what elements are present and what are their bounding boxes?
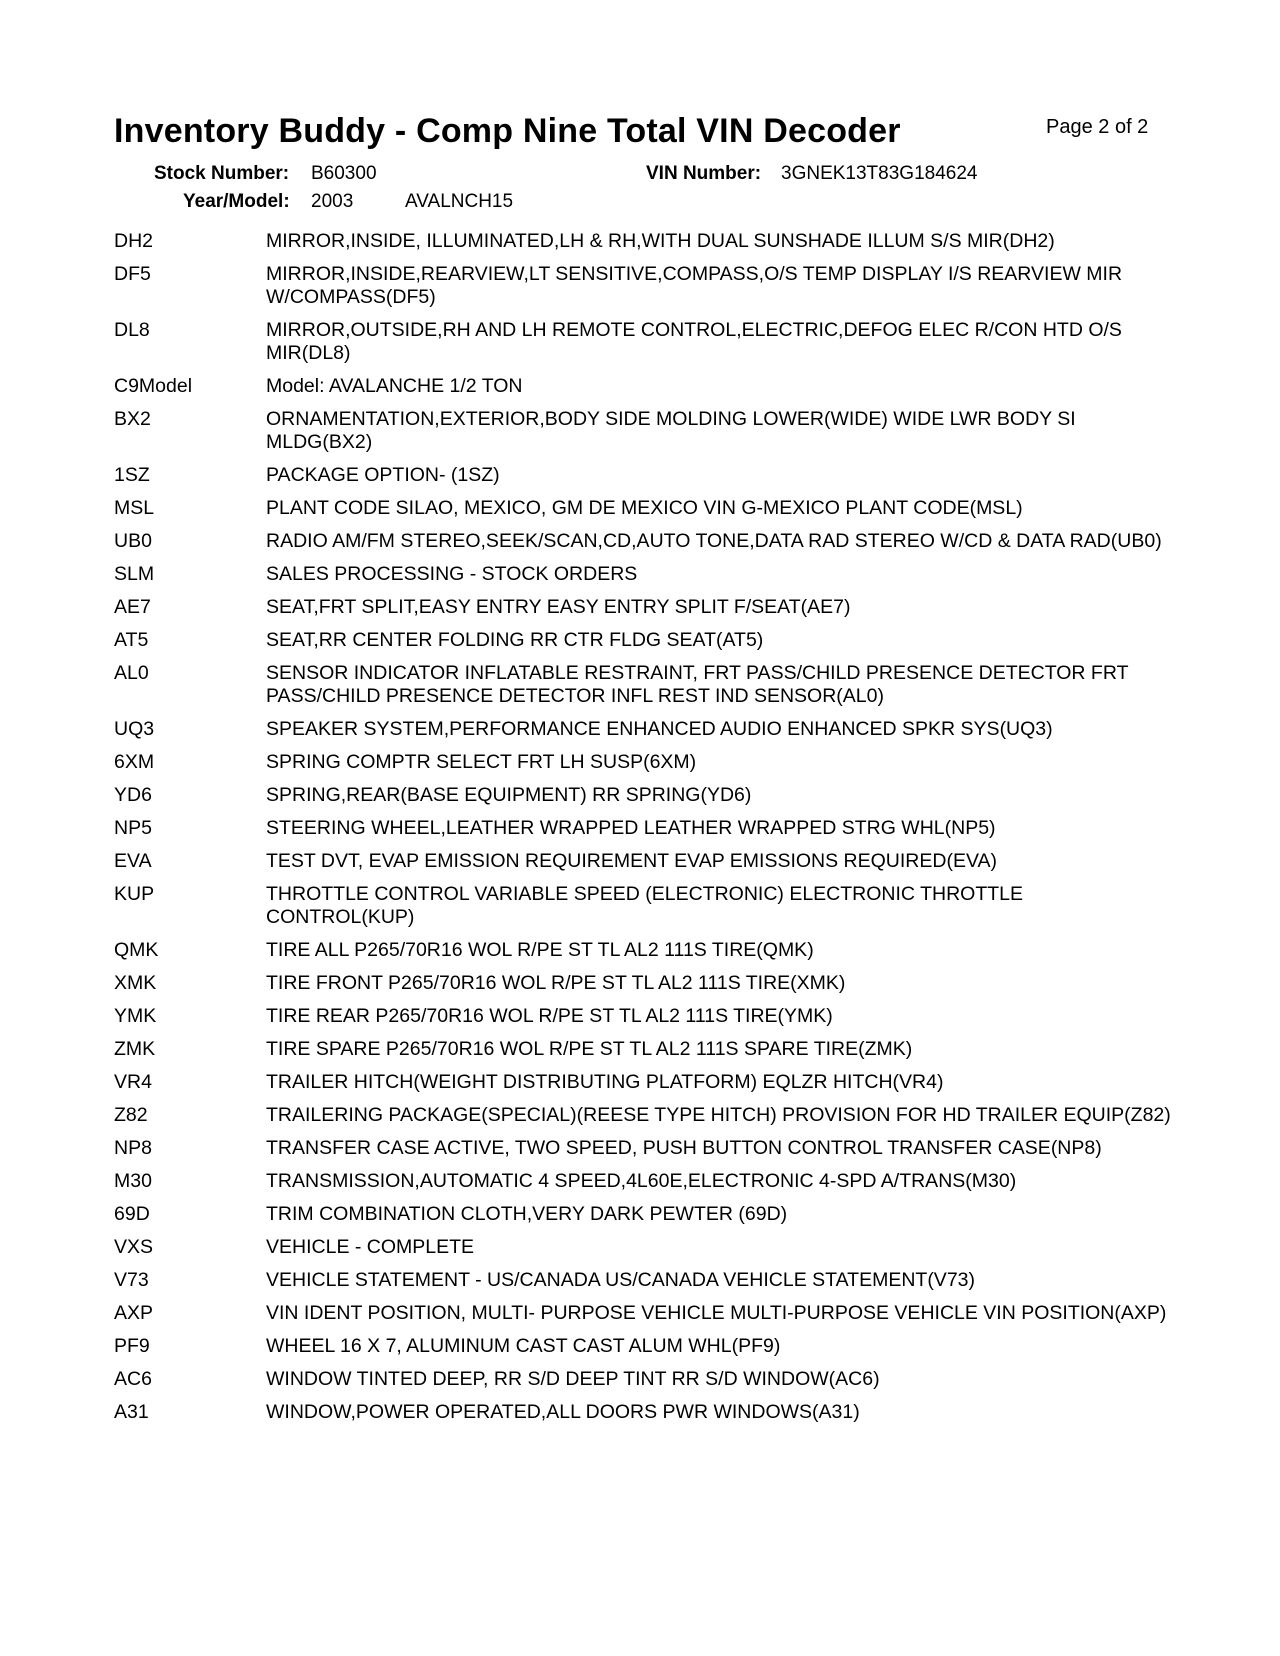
option-description: SEAT,RR CENTER FOLDING RR CTR FLDG SEAT(AT5) — [266, 629, 764, 651]
option-row — [114, 408, 1174, 454]
year-value: 2003 — [311, 191, 354, 212]
option-description: MIRROR,INSIDE,REARVIEW,LT SENSITIVE,COMPASS,O/S TEMP DISPLAY I/S REARVIEW MIR W/COMPASS(DF5) — [266, 263, 1123, 308]
option-description: TRAILERING PACKAGE(SPECIAL)(REESE TYPE HITCH) PROVISION FOR HD TRAILER EQUIP(Z82) — [266, 1104, 1171, 1126]
option-row — [114, 497, 1174, 520]
option-row — [114, 629, 1174, 652]
option-description: VEHICLE - COMPLETE — [266, 1236, 475, 1258]
option-description: SALES PROCESSING - STOCK ORDERS — [266, 563, 638, 585]
option-description: VIN IDENT POSITION, MULTI- PURPOSE VEHICLE MULTI-PURPOSE VEHICLE VIN POSITION(AXP) — [266, 1302, 1167, 1324]
option-row — [114, 563, 1174, 586]
option-code: AC6 — [114, 1368, 152, 1390]
vin-number-value: 3GNEK13T83G184624 — [781, 163, 978, 184]
option-row — [114, 1170, 1174, 1193]
option-code: BX2 — [114, 408, 151, 430]
page-title: Inventory Buddy - Comp Nine Total VIN Decoder — [114, 112, 901, 150]
option-code: DF5 — [114, 263, 151, 285]
option-description: RADIO AM/FM STEREO,SEEK/SCAN,CD,AUTO TONE,DATA RAD STEREO W/CD & DATA RAD(UB0) — [266, 530, 1162, 552]
option-description: TRAILER HITCH(WEIGHT DISTRIBUTING PLATFORM) EQLZR HITCH(VR4) — [266, 1071, 944, 1093]
option-code: NP5 — [114, 817, 152, 839]
option-description: TEST DVT, EVAP EMISSION REQUIREMENT EVAP EMISSIONS REQUIRED(EVA) — [266, 850, 998, 872]
option-code: MSL — [114, 497, 155, 519]
option-description: TIRE FRONT P265/70R16 WOL R/PE ST TL AL2 111S TIRE(XMK) — [266, 972, 846, 994]
option-row — [114, 751, 1174, 774]
option-code: SLM — [114, 563, 155, 585]
option-description: SPRING,REAR(BASE EQUIPMENT) RR SPRING(YD6) — [266, 784, 752, 806]
option-description: SPRING COMPTR SELECT FRT LH SUSP(6XM) — [266, 751, 697, 773]
option-row — [114, 1368, 1174, 1391]
option-code: DL8 — [114, 319, 150, 341]
option-code: NP8 — [114, 1137, 152, 1159]
option-code: AXP — [114, 1302, 154, 1324]
option-description: WINDOW,POWER OPERATED,ALL DOORS PWR WINDOWS(A31) — [266, 1401, 860, 1423]
option-row — [114, 530, 1174, 553]
option-code: AL0 — [114, 662, 149, 684]
option-description: THROTTLE CONTROL VARIABLE SPEED (ELECTRONIC) ELECTRONIC THROTTLE CONTROL(KUP) — [266, 883, 1023, 928]
option-description: TRANSFER CASE ACTIVE, TWO SPEED, PUSH BUTTON CONTROL TRANSFER CASE(NP8) — [266, 1137, 1102, 1159]
stock-number-label: Stock Number: — [154, 163, 290, 184]
option-description: PLANT CODE SILAO, MEXICO, GM DE MEXICO VIN G-MEXICO PLANT CODE(MSL) — [266, 497, 1023, 519]
option-row — [114, 1269, 1174, 1292]
option-code-list — [114, 230, 1174, 1434]
page-number: Page 2 of 2 — [1046, 116, 1149, 138]
option-description: TIRE ALL P265/70R16 WOL R/PE ST TL AL2 111S TIRE(QMK) — [266, 939, 814, 961]
option-description: SPEAKER SYSTEM,PERFORMANCE ENHANCED AUDIO ENHANCED SPKR SYS(UQ3) — [266, 718, 1053, 740]
option-row — [114, 1401, 1174, 1424]
option-row — [114, 1302, 1174, 1325]
option-code: QMK — [114, 939, 159, 961]
option-code: DH2 — [114, 230, 154, 252]
option-description: WINDOW TINTED DEEP, RR S/D DEEP TINT RR S/D WINDOW(AC6) — [266, 1368, 880, 1390]
year-model-label: Year/Model: — [183, 191, 290, 212]
option-description: MIRROR,INSIDE, ILLUMINATED,LH & RH,WITH DUAL SUNSHADE ILLUM S/S MIR(DH2) — [266, 230, 1055, 252]
option-code: PF9 — [114, 1335, 150, 1357]
option-row — [114, 972, 1174, 995]
option-code: Z82 — [114, 1104, 148, 1126]
option-description: ORNAMENTATION,EXTERIOR,BODY SIDE MOLDING LOWER(WIDE) WIDE LWR BODY SI MLDG(BX2) — [266, 408, 1076, 453]
option-row — [114, 263, 1174, 309]
option-row — [114, 939, 1174, 962]
model-value: AVALNCH15 — [405, 191, 514, 212]
option-row — [114, 375, 1174, 398]
option-code: EVA — [114, 850, 152, 872]
option-row — [114, 1038, 1174, 1061]
option-code: AE7 — [114, 596, 151, 618]
vin-number-label: VIN Number: — [646, 163, 762, 184]
option-description: SENSOR INDICATOR INFLATABLE RESTRAINT, FRT PASS/CHILD PRESENCE DETECTOR FRT PASS/CHILD PRESENCE DETECTOR INFL REST IND SENSOR(AL0) — [266, 662, 1129, 707]
option-description: Model: AVALANCHE 1/2 TON — [266, 375, 523, 397]
option-code: YMK — [114, 1005, 157, 1027]
option-code: VR4 — [114, 1071, 152, 1093]
option-code: VXS — [114, 1236, 154, 1258]
option-row — [114, 319, 1174, 365]
option-code: UB0 — [114, 530, 152, 552]
option-row — [114, 1071, 1174, 1094]
option-code: 6XM — [114, 751, 155, 773]
option-row — [114, 662, 1174, 708]
option-description: MIRROR,OUTSIDE,RH AND LH REMOTE CONTROL,ELECTRIC,DEFOG ELEC R/CON HTD O/S MIR(DL8) — [266, 319, 1122, 364]
option-code: V73 — [114, 1269, 149, 1291]
option-code: UQ3 — [114, 718, 155, 740]
option-row — [114, 718, 1174, 741]
option-row — [114, 784, 1174, 807]
option-row — [114, 464, 1174, 487]
option-code: 1SZ — [114, 464, 150, 486]
option-description: SEAT,FRT SPLIT,EASY ENTRY EASY ENTRY SPLIT F/SEAT(AE7) — [266, 596, 851, 618]
option-row — [114, 596, 1174, 619]
option-description: VEHICLE STATEMENT - US/CANADA US/CANADA VEHICLE STATEMENT(V73) — [266, 1269, 975, 1291]
option-code: M30 — [114, 1170, 152, 1192]
option-row — [114, 1137, 1174, 1160]
option-row — [114, 850, 1174, 873]
option-code: A31 — [114, 1401, 149, 1423]
stock-number-value: B60300 — [311, 163, 377, 184]
option-code: 69D — [114, 1203, 150, 1225]
option-description: TRANSMISSION,AUTOMATIC 4 SPEED,4L60E,ELECTRONIC 4-SPD A/TRANS(M30) — [266, 1170, 1017, 1192]
option-description: TIRE REAR P265/70R16 WOL R/PE ST TL AL2 111S TIRE(YMK) — [266, 1005, 833, 1027]
option-row — [114, 883, 1174, 929]
option-row — [114, 230, 1174, 253]
option-code: ZMK — [114, 1038, 156, 1060]
option-row — [114, 1104, 1174, 1127]
option-description: WHEEL 16 X 7, ALUMINUM CAST CAST ALUM WHL(PF9) — [266, 1335, 781, 1357]
option-description: TRIM COMBINATION CLOTH,VERY DARK PEWTER (69D) — [266, 1203, 788, 1225]
option-code: YD6 — [114, 784, 152, 806]
option-row — [114, 1203, 1174, 1226]
option-code: C9Model — [114, 375, 193, 397]
option-row — [114, 1335, 1174, 1358]
option-row — [114, 817, 1174, 840]
option-code: KUP — [114, 883, 155, 905]
option-code: AT5 — [114, 629, 149, 651]
option-code: XMK — [114, 972, 157, 994]
option-description: TIRE SPARE P265/70R16 WOL R/PE ST TL AL2 111S SPARE TIRE(ZMK) — [266, 1038, 913, 1060]
option-description: STEERING WHEEL,LEATHER WRAPPED LEATHER WRAPPED STRG WHL(NP5) — [266, 817, 996, 839]
option-row — [114, 1236, 1174, 1259]
option-row — [114, 1005, 1174, 1028]
option-description: PACKAGE OPTION- (1SZ) — [266, 464, 500, 486]
